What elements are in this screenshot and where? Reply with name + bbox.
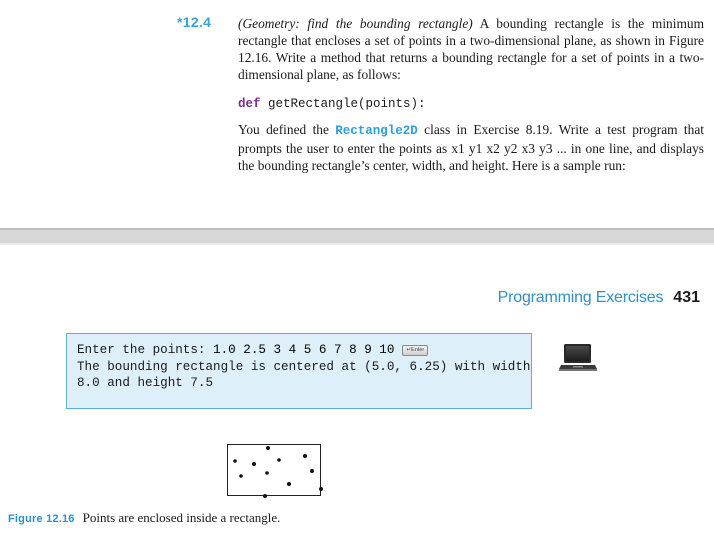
exercise-paragraph-2	[238, 121, 704, 174]
exercise-title: (Geometry: find the bounding rectangle)	[238, 16, 473, 31]
figure-caption	[8, 510, 280, 526]
point	[252, 462, 256, 466]
point	[310, 469, 314, 473]
point	[233, 459, 237, 463]
point	[265, 471, 269, 475]
sample-run-input: 1.0 2.5 3 4 5 6 7 8 9 10	[213, 343, 395, 357]
exercise-body-text: A bounding rectangle is the minimum rectangle that encloses a set of points in a two-dimensional plane, as shown in Figure 12.16. Write a method that returns a bounding rectangle for a set of points in a two-dimensional plane, as follows:	[238, 16, 704, 82]
sample-run-output-1: The bounding rectangle is centered at (5.0, 6.25) with width	[77, 360, 531, 374]
running-head-title: Programming Exercises	[497, 289, 664, 306]
point	[319, 487, 323, 491]
sample-run-output-2: 8.0 and height 7.5	[77, 376, 214, 390]
running-head	[498, 289, 700, 307]
bounding-rectangle	[227, 444, 321, 496]
code-keyword: def	[238, 97, 261, 111]
figure-label: Figure 12.16	[8, 513, 75, 525]
para2-after: class in Exercise 8.19. Write a test program that prompts the user to enter the points as x1 y1 x2 y2 x3 y3 ... in one line, and displays the bounding rectangle’s center, width, and height. Here is a sample run:	[238, 122, 704, 173]
enter-key-icon: ↵Enter	[402, 345, 428, 356]
laptop-icon	[559, 343, 597, 378]
para2-before: You defined the	[238, 122, 336, 137]
figure-caption-text: Points are enclosed inside a rectangle.	[82, 510, 281, 525]
sample-run-line-1	[77, 343, 428, 357]
sample-run-prompt: Enter the points:	[77, 343, 214, 357]
class-name: Rectangle2D	[335, 124, 418, 138]
point	[266, 446, 270, 450]
sample-run-box	[66, 333, 532, 409]
exercise-number: *12.4	[177, 14, 212, 30]
exercise-description	[238, 15, 704, 83]
point	[277, 458, 281, 462]
point	[287, 482, 291, 486]
point	[303, 454, 307, 458]
page-divider	[0, 228, 714, 245]
code-signature: getRectangle(points):	[268, 97, 426, 111]
page-number: 431	[673, 289, 700, 306]
method-signature	[238, 97, 426, 111]
point	[263, 494, 267, 498]
point	[239, 474, 243, 478]
